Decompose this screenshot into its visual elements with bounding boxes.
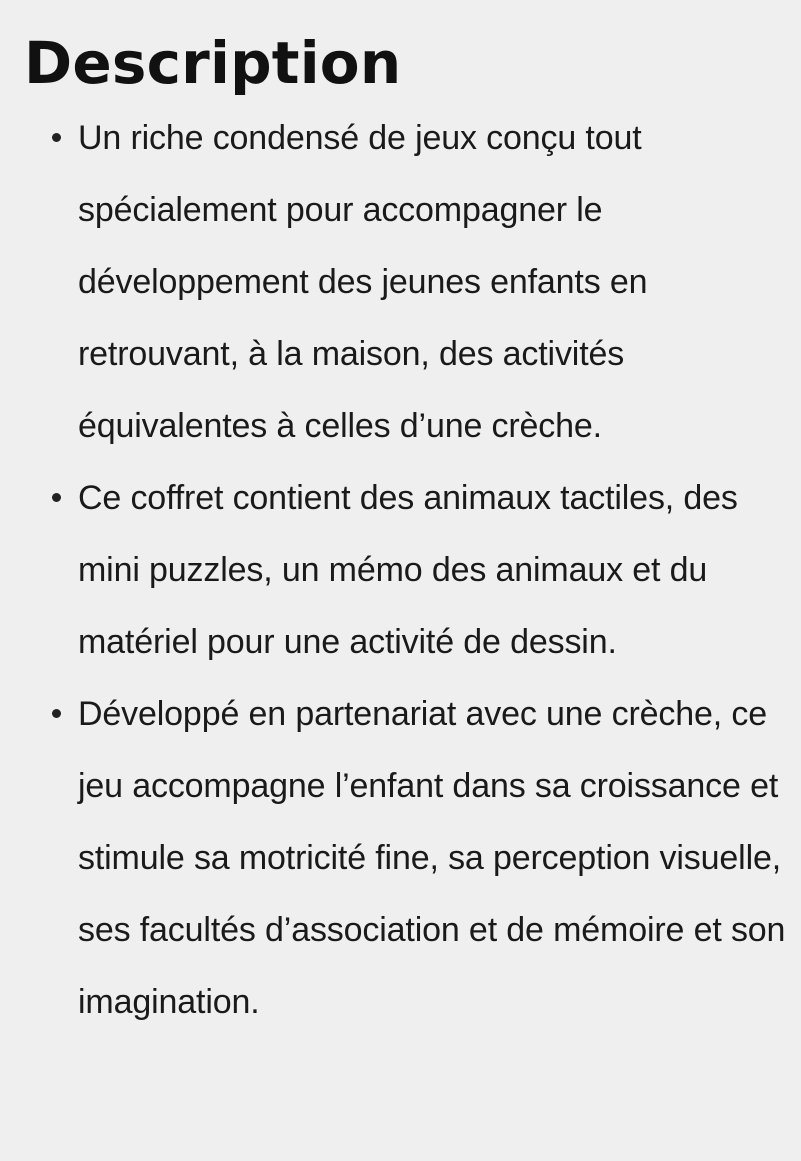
description-bullet-item bbox=[24, 462, 787, 678]
description-bullet-item bbox=[24, 102, 787, 462]
description-bullet-item bbox=[24, 678, 787, 1038]
bullet-icon bbox=[52, 709, 61, 718]
bullet-icon bbox=[52, 493, 61, 502]
description-bullet-list bbox=[24, 102, 787, 1038]
bullet-icon bbox=[52, 133, 61, 142]
section-title: Description bbox=[24, 29, 402, 97]
bullet-text: Développé en partenariat avec une crèche, ce jeu accompagne l’enfant dans sa croissance et stimule sa motricité fine, sa perception visuelle, ses facultés d’association et de mémoire et son imagination. bbox=[78, 695, 786, 1021]
bullet-text: Un riche condensé de jeux conçu tout spécialement pour accompagner le développement des jeunes enfants en retrouvant, à la maison, des activités équivalentes à celles d’une crèche. bbox=[78, 119, 648, 445]
bullet-text: Ce coffret contient des animaux tactiles, des mini puzzles, un mémo des animaux et du matériel pour une activité de dessin. bbox=[78, 479, 738, 661]
